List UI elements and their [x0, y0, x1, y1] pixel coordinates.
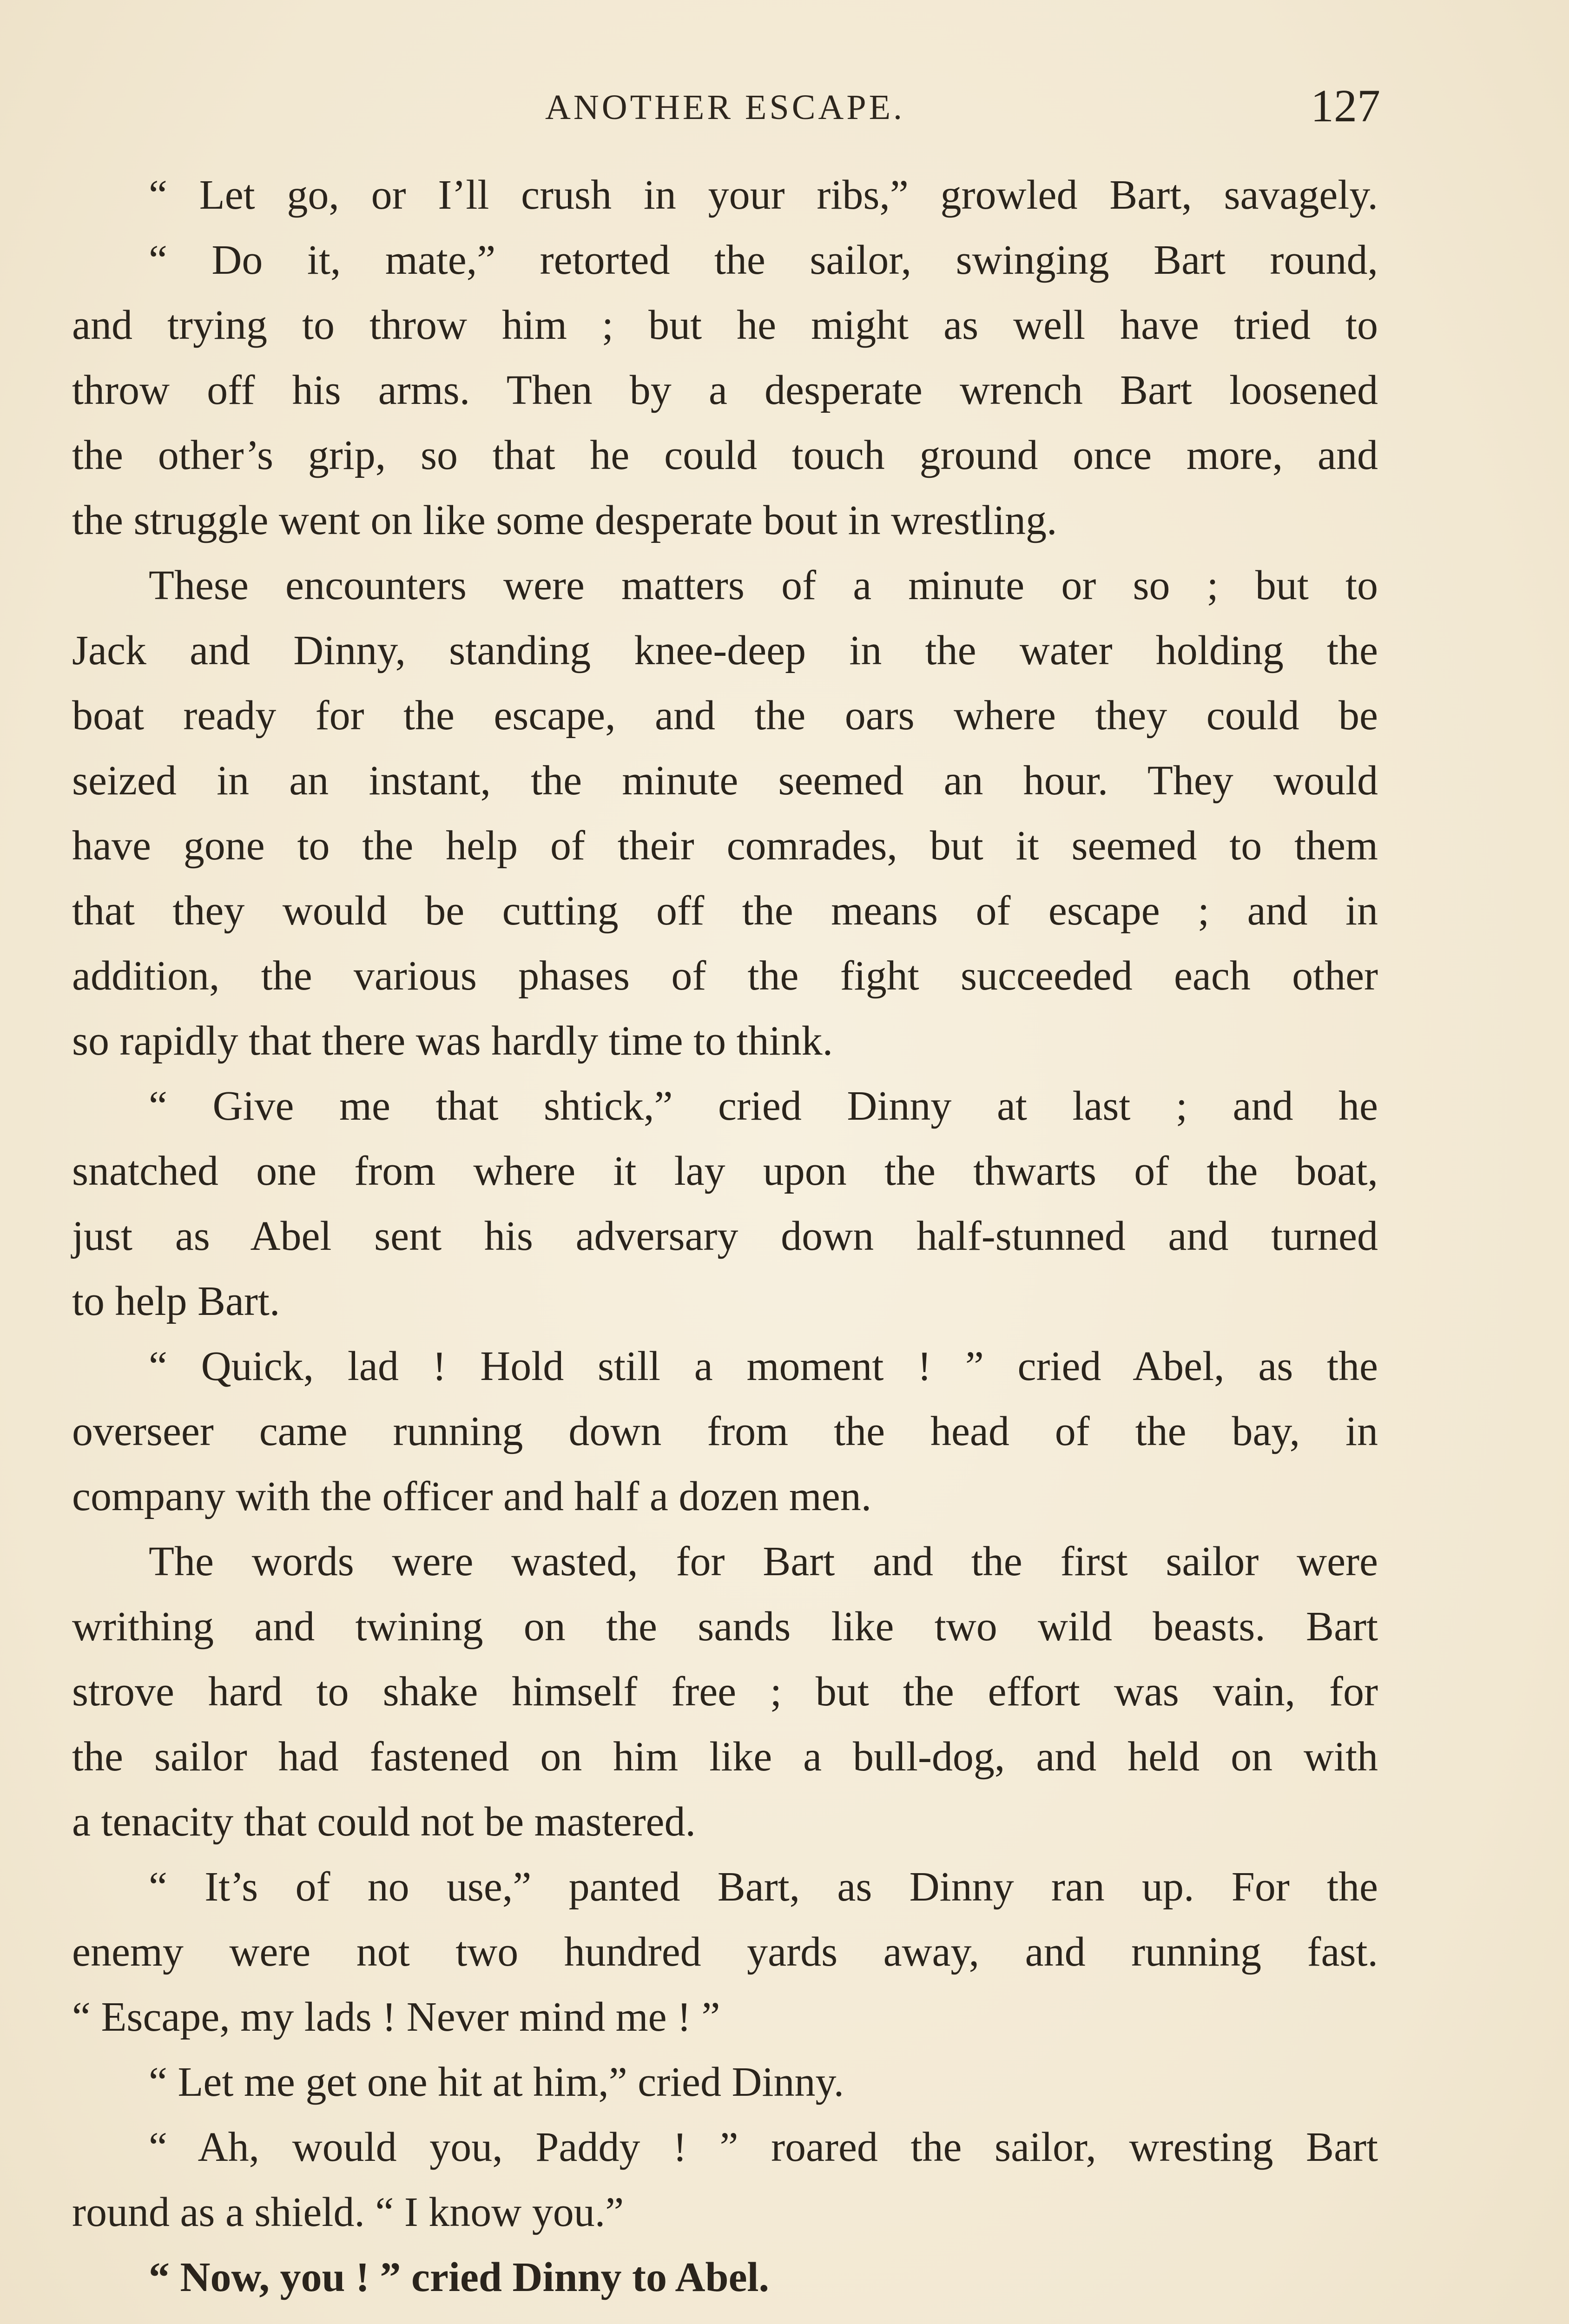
text-line: “ It’s of no use,” panted Bart, as Dinny ran up. For the — [149, 1864, 1378, 1910]
body-text — [72, 163, 1378, 2310]
text-line: round as a shield. “ I know you.” — [72, 2189, 624, 2235]
text-line: addition, the various phases of the fight succeeded each other — [72, 953, 1378, 999]
text-line: “ Give me that shtick,” cried Dinny at last ; and he — [149, 1083, 1378, 1129]
text-line: that they would be cutting off the means of escape ; and in — [72, 888, 1378, 934]
text-line: “ Ah, would you, Paddy ! ” roared the sailor, wresting Bart — [149, 2124, 1378, 2170]
page-header — [70, 79, 1380, 135]
text-line: throw off his arms. Then by a desperate wrench Bart loosened — [72, 367, 1378, 413]
text-line: The words were wasted, for Bart and the first sailor were — [149, 1538, 1378, 1585]
text-line: snatched one from where it lay upon the thwarts of the boat, — [72, 1148, 1378, 1194]
text-line: strove hard to shake himself free ; but the effort was vain, for — [72, 1669, 1378, 1715]
text-line: company with the officer and half a dozen men. — [72, 1473, 872, 1519]
text-line: “ Let me get one hit at him,” cried Dinny. — [149, 2059, 844, 2105]
text-line: “ Now, you ! ” cried Dinny to Abel. — [149, 2254, 770, 2300]
text-line: “ Do it, mate,” retorted the sailor, swinging Bart round, — [149, 237, 1378, 283]
text-line: These encounters were matters of a minute or so ; but to — [149, 562, 1378, 608]
text-line: boat ready for the escape, and the oars where they could be — [72, 693, 1378, 739]
text-line: just as Abel sent his adversary down half-stunned and turned — [72, 1213, 1378, 1259]
text-line: and trying to throw him ; but he might as well have tried to — [72, 302, 1378, 348]
text-line: so rapidly that there was hardly time to think. — [72, 1018, 833, 1064]
running-head: ANOTHER ESCAPE. — [545, 88, 905, 127]
text-line: enemy were not two hundred yards away, and running fast. — [72, 1929, 1378, 1975]
text-line: the struggle went on like some desperate bout in wrestling. — [72, 497, 1057, 543]
text-line: writhing and twining on the sands like two wild beasts. Bart — [72, 1604, 1378, 1650]
text-line: a tenacity that could not be mastered. — [72, 1799, 696, 1845]
text-line: the other’s grip, so that he could touch ground once more, and — [72, 432, 1378, 478]
text-line: have gone to the help of their comrades, but it seemed to them — [72, 823, 1378, 869]
text-line: “ Quick, lad ! Hold still a moment ! ” cried Abel, as the — [149, 1343, 1378, 1389]
text-line: overseer came running down from the head of the bay, in — [72, 1408, 1378, 1454]
text-line: the sailor had fastened on him like a bull-dog, and held on with — [72, 1734, 1378, 1780]
text-line: “ Escape, my lads ! Never mind me ! ” — [72, 1994, 720, 2040]
text-line: Jack and Dinny, standing knee-deep in the water holding the — [72, 627, 1378, 673]
text-line: seized in an instant, the minute seemed an hour. They would — [72, 758, 1378, 804]
text-line: “ Let go, or I’ll crush in your ribs,” growled Bart, savagely. — [149, 172, 1378, 218]
page-number: 127 — [1311, 80, 1380, 132]
text-line: to help Bart. — [72, 1278, 280, 1324]
